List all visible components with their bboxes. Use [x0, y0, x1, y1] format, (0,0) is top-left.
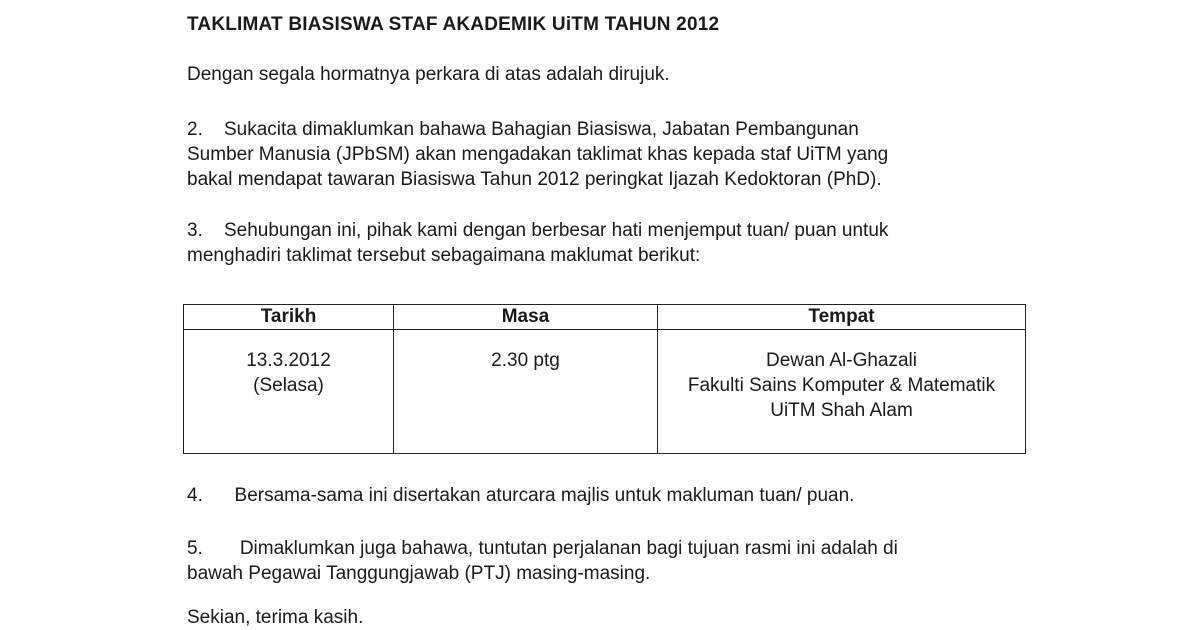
- header-masa: Masa: [394, 305, 658, 330]
- schedule-table-grid: [184, 305, 1025, 453]
- paragraph-2-line-2: Sumber Manusia (JPbSM) akan mengadakan taklimat khas kepada staf UiTM yang: [187, 144, 889, 165]
- tempat-faculty: Fakulti Sains Komputer & Matematik: [687, 375, 996, 396]
- paragraph-3-number: 3.: [187, 220, 203, 241]
- paragraph-2-line-1: [187, 117, 1007, 142]
- paragraph-5-line-1: [187, 536, 1007, 561]
- masa-time: 2.30 ptg: [491, 350, 560, 371]
- cell-tempat: [658, 330, 1026, 454]
- paragraph-3-text-1: Sehubungan ini, pihak kami dengan berbesar hati menjemput tuan/ puan untuk: [223, 220, 889, 241]
- paragraph-2: [187, 117, 1007, 192]
- table-row: [184, 330, 1025, 454]
- paragraph-4-number: 4.: [187, 485, 203, 506]
- paragraph-3-line-1: [187, 218, 1007, 243]
- paragraph-3: [187, 218, 1007, 268]
- paragraph-2-number: 2.: [187, 119, 203, 140]
- intro-paragraph: Dengan segala hormatnya perkara di atas adalah dirujuk.: [187, 64, 670, 85]
- cell-masa: [394, 330, 658, 454]
- table-header-row: [184, 305, 1025, 330]
- tarikh-day: (Selasa): [253, 375, 324, 396]
- paragraph-5-number: 5.: [187, 538, 203, 559]
- document-title: TAKLIMAT BIASISWA STAF AKADEMIK UiTM TAHUN 2012: [187, 14, 720, 35]
- paragraph-5-text-1: Dimaklumkan juga bahawa, tuntutan perjalanan bagi tujuan rasmi ini adalah di: [239, 538, 898, 559]
- tarikh-date: 13.3.2012: [246, 350, 331, 371]
- schedule-table: [183, 304, 1026, 454]
- paragraph-4-text: Bersama-sama ini disertakan aturcara majlis untuk makluman tuan/ puan.: [234, 485, 855, 506]
- cell-tarikh: [184, 330, 394, 454]
- paragraph-4-line-1: [187, 483, 1007, 508]
- paragraph-4: [187, 483, 1007, 508]
- paragraph-5-line-2: bawah Pegawai Tanggungjawab (PTJ) masing-masing.: [187, 563, 651, 584]
- paragraph-5: [187, 536, 1007, 586]
- header-tempat: Tempat: [658, 305, 1026, 330]
- tempat-hall: Dewan Al-Ghazali: [765, 350, 918, 371]
- paragraph-2-line-3: bakal mendapat tawaran Biasiswa Tahun 2012 peringkat Ijazah Kedoktoran (PhD).: [187, 169, 882, 190]
- closing-line: Sekian, terima kasih.: [187, 607, 364, 628]
- tempat-campus: UiTM Shah Alam: [770, 400, 913, 421]
- header-tarikh: Tarikh: [184, 305, 394, 330]
- paragraph-3-line-2: menghadiri taklimat tersebut sebagaimana maklumat berikut:: [187, 245, 701, 266]
- paragraph-2-text-1: Sukacita dimaklumkan bahawa Bahagian Biasiswa, Jabatan Pembangunan: [223, 119, 859, 140]
